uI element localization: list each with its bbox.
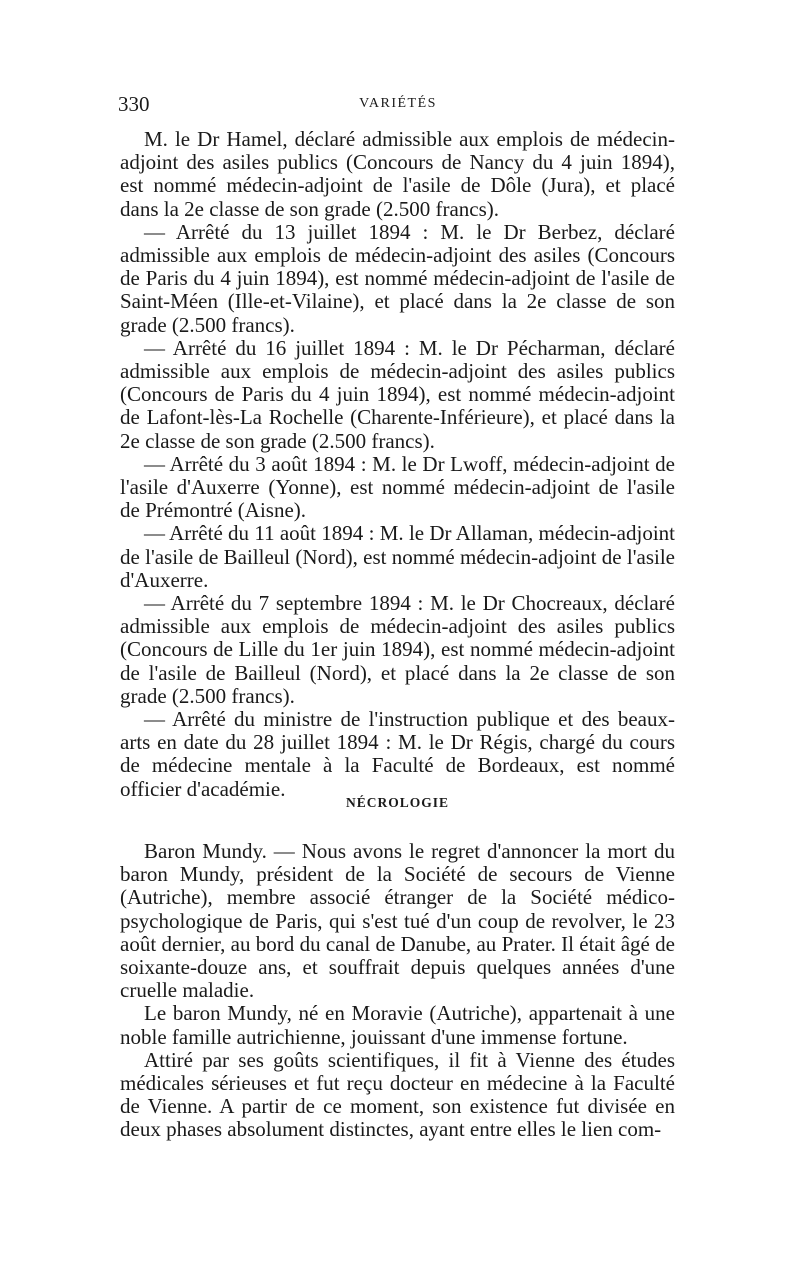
section-title: NÉCROLOGIE xyxy=(345,795,450,810)
page-number: 330 xyxy=(118,92,150,116)
paragraph: — Arrêté du 13 juillet 1894 : M. le Dr Berbez, déclaré admissible aux emplois de médecin-adjoint des asiles (Concours de Paris du 4 juin 1894), est nommé médecin-adjoint de l'asile de Saint-Méen (Ille-et-Vilaine), et placé dans la 2e classe de son grade (2.500 francs). xyxy=(120,219,675,337)
paragraph: Le baron Mundy, né en Moravie (Autriche), appartenait à une noble famille autrichienne, jouissant d'une immense fortune. xyxy=(120,1001,675,1049)
running-head: VARIÉTÉS xyxy=(359,96,437,111)
paragraph: Attiré par ses goûts scientifiques, il fit à Vienne des études médicales sérieuses et fut reçu docteur en médecine à la Faculté de Vienne. A partir de ce moment, son existence fut divisée en deux phases absolument distinctes, ayant entre elles le lien com- xyxy=(120,1047,675,1142)
necrology-section xyxy=(120,840,675,1142)
page-header xyxy=(118,92,678,116)
paragraph: — Arrêté du 16 juillet 1894 : M. le Dr Pécharman, déclaré admissible aux emplois de médecin-adjoint des asiles publics (Concours de Paris du 4 juin 1894), est nommé médecin-adjoint de Lafont-lès-La Rochelle (Charente-Inférieure), et placé dans la 2e classe de son grade (2.500 francs). xyxy=(120,335,675,453)
appointments-section xyxy=(120,128,675,801)
paragraph: — Arrêté du ministre de l'instruction publique et des beaux-arts en date du 28 juillet 1894 : M. le Dr Régis, chargé du cours de médecine mentale à la Faculté de Bordeaux, est nommé officier d'académie. xyxy=(120,707,675,801)
paragraph: Baron Mundy. — Nous avons le regret d'annoncer la mort du baron Mundy, président de la Société de secours de Vienne (Autriche), membre associé étranger de la Société médico-psychologique de Paris, qui s'est tué d'un coup de revolver, le 23 août dernier, au bord du canal de Danube, au Prater. Il était âgé de soixante-douze ans, et souffrait depuis quelques années d'une cruelle maladie. xyxy=(120,839,675,1003)
paragraph: — Arrêté du 7 septembre 1894 : M. le Dr Chocreaux, déclaré admissible aux emplois de médecin-adjoint des asiles publics (Concours de Lille du 1er juin 1894), est nommé médecin-adjoint de l'asile de Bailleul (Nord), et placé dans la 2e classe de son grade (2.500 francs). xyxy=(120,591,675,708)
paragraph: M. le Dr Hamel, déclaré admissible aux emplois de médecin-adjoint des asiles publics (Concours de Nancy du 4 juin 1894), est nommé médecin-adjoint de l'asile de Dôle (Jura), et placé dans la 2e classe de son grade (2.500 francs). xyxy=(120,127,675,221)
paragraph: — Arrêté du 3 août 1894 : M. le Dr Lwoff, médecin-adjoint de l'asile d'Auxerre (Yonne), est nommé médecin-adjoint de l'asile de Prémontré (Aisne). xyxy=(120,451,675,523)
paragraph: — Arrêté du 11 août 1894 : M. le Dr Allaman, médecin-adjoint de l'asile de Bailleul (Nord), est nommé médecin-adjoint de l'asile d'Auxerre. xyxy=(120,521,675,592)
